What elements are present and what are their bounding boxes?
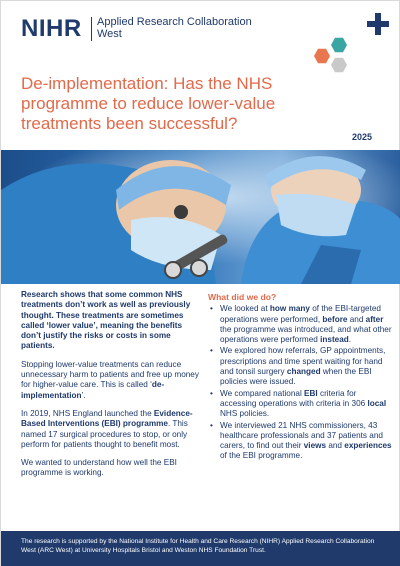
- nihr-logo: NIHR: [21, 15, 82, 42]
- plus-icon: [367, 13, 389, 35]
- page-title: De-implementation: Has the NHS programme to reduce lower-value treatments been successful?: [21, 74, 276, 133]
- left-column: [21, 290, 201, 487]
- header: [1, 1, 400, 63]
- intro-paragraph: Research shows that some common NHS treatments don’t work as well as previously thought. These treatments are sometimes called ‘lower value’, meaning the benefits don’t justify the risks or costs in some patients.: [21, 290, 191, 351]
- hexagon-orange-icon: [314, 48, 330, 64]
- hero-photo-surgeons: [1, 150, 400, 284]
- list-item: • We interviewed 21 NHS commissioners, 43 healthcare professionals and 37 patients and carers, to find out their views and experiences of the EBI programme.: [208, 421, 394, 462]
- right-column: [208, 292, 394, 463]
- logo-divider: [91, 17, 92, 41]
- hexagon-grey-icon: [331, 57, 347, 73]
- publication-year: 2025: [352, 132, 373, 142]
- list-item: • We looked at how many of the EBI-targeted operations were performed, before and after the programme was introduced, and what other operations were performed instead.: [208, 304, 394, 345]
- list-item: • We explored how referrals, GP appointments, prescriptions and time spent waiting for hand and tonsil surgery changed when the EBI policies were issued.: [208, 346, 394, 387]
- hexagon-teal-icon: [331, 37, 347, 53]
- de-implementation-paragraph: Stopping lower-value treatments can reduce unnecessary harm to patients and free up money for higher-value care. This is called ‘de-implementation’.: [21, 359, 199, 400]
- footer-funding-note: The research is supported by the National Institute for Health and Care Research (NIHR) Applied Research Collaboration West (ARC West) at University Hospitals Bristol and Weston NHS Foundation Trust.: [1, 531, 400, 566]
- list-item: • We compared national EBI criteria for accessing operations with criteria in 306 local NHS policies.: [208, 389, 394, 420]
- logo-subtitle: Applied Research Collaboration West: [97, 16, 252, 40]
- ebi-launch-paragraph: In 2019, NHS England launched the Evidence-Based Interventions (EBI) programme. This named 17 surgical procedures to stop, or only perform for patients thought to benefit most.: [21, 408, 193, 449]
- section-heading: What did we do?: [208, 292, 277, 302]
- surgeons-illustration: [1, 150, 400, 284]
- methods-list: [208, 304, 394, 461]
- aim-paragraph: We wanted to understand how well the EBI programme is working.: [21, 458, 177, 478]
